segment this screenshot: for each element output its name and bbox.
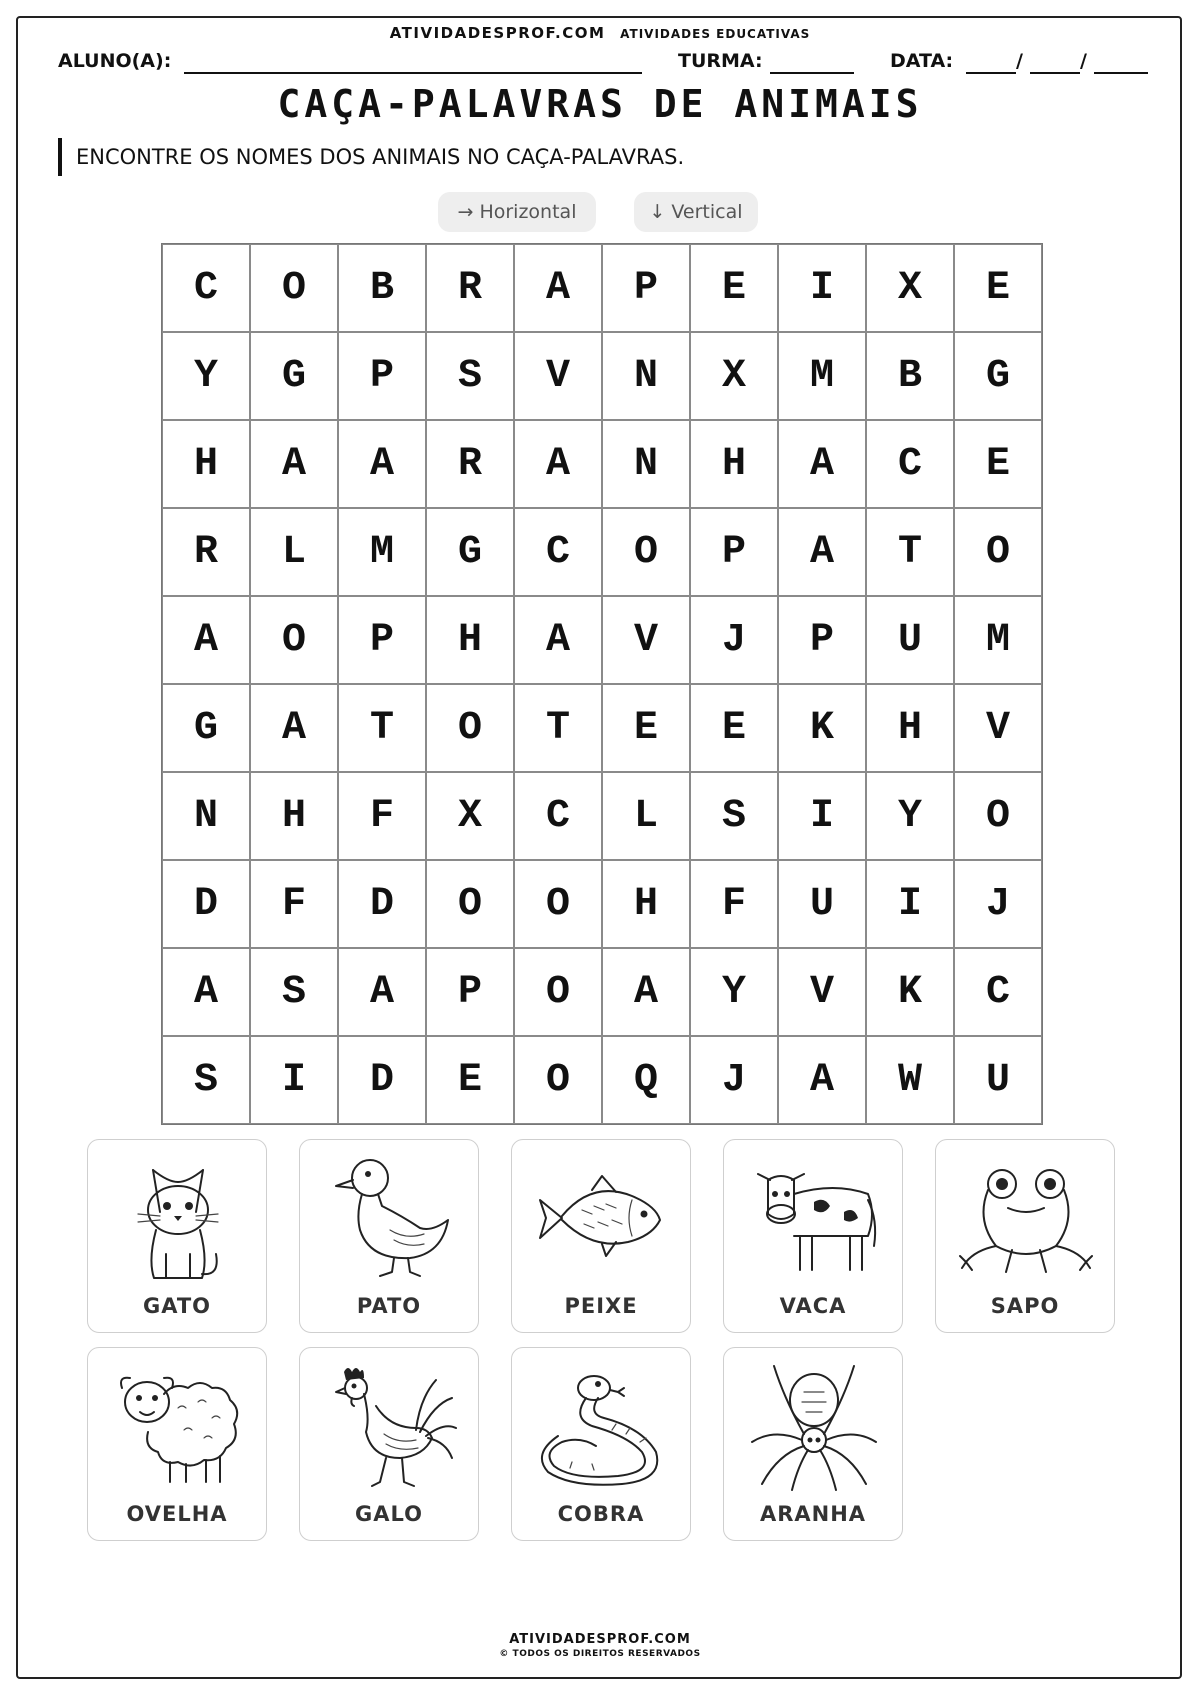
grid-cell[interactable]: U xyxy=(954,1036,1042,1124)
grid-cell[interactable]: E xyxy=(602,684,690,772)
animal-card-pato xyxy=(299,1139,479,1333)
grid-cell[interactable]: G xyxy=(250,332,338,420)
site-tagline: ATIVIDADES EDUCATIVAS xyxy=(620,27,811,41)
grid-cell[interactable]: A xyxy=(778,1036,866,1124)
animal-label: SAPO xyxy=(990,1294,1060,1318)
animal-card-cobra xyxy=(511,1347,691,1541)
grid-cell[interactable]: O xyxy=(954,772,1042,860)
animal-label: GALO xyxy=(355,1502,423,1526)
grid-cell[interactable]: E xyxy=(954,244,1042,332)
grid-cell[interactable]: S xyxy=(690,772,778,860)
class-line[interactable] xyxy=(770,72,854,74)
grid-cell[interactable]: O xyxy=(514,860,602,948)
grid-cell[interactable]: F xyxy=(338,772,426,860)
grid-cell[interactable]: U xyxy=(866,596,954,684)
student-name-line[interactable] xyxy=(184,72,642,74)
grid-cell[interactable]: X xyxy=(866,244,954,332)
spider-icon xyxy=(744,1358,884,1492)
footer-copyright: © TODOS OS DIREITOS RESERVADOS xyxy=(499,1649,701,1659)
grid-cell[interactable]: O xyxy=(426,860,514,948)
fish-icon xyxy=(532,1150,672,1284)
grid-cell[interactable]: P xyxy=(426,948,514,1036)
site-header xyxy=(0,24,1200,42)
animal-card-vaca xyxy=(723,1139,903,1333)
grid-cell[interactable]: C xyxy=(954,948,1042,1036)
direction-horizontal-badge: → Horizontal xyxy=(438,192,596,232)
grid-cell[interactable]: W xyxy=(866,1036,954,1124)
grid-cell[interactable]: A xyxy=(162,948,250,1036)
animal-card-gato xyxy=(87,1139,267,1333)
grid-cell[interactable]: E xyxy=(690,684,778,772)
animal-label: OVELHA xyxy=(126,1502,228,1526)
animal-label: PATO xyxy=(356,1294,422,1318)
animal-label: VACA xyxy=(779,1294,847,1318)
grid-cell[interactable]: L xyxy=(602,772,690,860)
grid-cell[interactable]: X xyxy=(690,332,778,420)
grid-cell[interactable]: C xyxy=(514,772,602,860)
rooster-icon xyxy=(320,1358,460,1492)
animal-label: GATO xyxy=(142,1294,212,1318)
sheep-icon xyxy=(108,1358,248,1492)
date-year-line[interactable] xyxy=(1094,72,1148,74)
grid-cell[interactable]: A xyxy=(338,420,426,508)
grid-cell[interactable]: P xyxy=(338,332,426,420)
grid-cell[interactable]: J xyxy=(954,860,1042,948)
grid-cell[interactable]: D xyxy=(162,860,250,948)
grid-cell[interactable]: K xyxy=(778,684,866,772)
class-label: TURMA: xyxy=(678,50,763,72)
grid-cell[interactable]: E xyxy=(690,244,778,332)
snake-icon xyxy=(532,1358,672,1492)
grid-cell[interactable]: V xyxy=(778,948,866,1036)
grid-cell[interactable]: G xyxy=(954,332,1042,420)
site-name: ATIVIDADESPROF.COM xyxy=(389,24,606,42)
animal-card-ovelha xyxy=(87,1347,267,1541)
grid-cell[interactable]: O xyxy=(426,684,514,772)
grid-cell[interactable]: I xyxy=(778,244,866,332)
grid-cell[interactable]: N xyxy=(602,332,690,420)
date-month-line[interactable] xyxy=(1030,72,1080,74)
grid-cell[interactable]: U xyxy=(778,860,866,948)
grid-cell[interactable]: K xyxy=(866,948,954,1036)
grid-cell[interactable]: R xyxy=(426,244,514,332)
word-search-grid xyxy=(161,243,1043,1125)
grid-cell[interactable]: H xyxy=(162,420,250,508)
grid-cell[interactable]: E xyxy=(426,1036,514,1124)
grid-cell[interactable]: P xyxy=(338,596,426,684)
grid-cell[interactable]: A xyxy=(778,508,866,596)
grid-cell[interactable]: G xyxy=(162,684,250,772)
grid-cell[interactable]: J xyxy=(690,596,778,684)
grid-cell[interactable]: C xyxy=(866,420,954,508)
animal-card-aranha xyxy=(723,1347,903,1541)
grid-cell[interactable]: N xyxy=(162,772,250,860)
grid-cell[interactable]: T xyxy=(338,684,426,772)
grid-cell[interactable]: B xyxy=(338,244,426,332)
grid-cell[interactable]: H xyxy=(250,772,338,860)
grid-cell[interactable]: T xyxy=(866,508,954,596)
grid-cell[interactable]: I xyxy=(866,860,954,948)
grid-cell[interactable]: S xyxy=(250,948,338,1036)
cat-icon xyxy=(108,1150,248,1284)
grid-cell[interactable]: O xyxy=(514,948,602,1036)
date-label: DATA: xyxy=(890,50,954,72)
frog-icon xyxy=(956,1150,1096,1284)
grid-cell[interactable]: R xyxy=(162,508,250,596)
grid-cell[interactable]: R xyxy=(426,420,514,508)
grid-cell[interactable]: A xyxy=(338,948,426,1036)
grid-cell[interactable]: Y xyxy=(690,948,778,1036)
grid-cell[interactable]: C xyxy=(162,244,250,332)
grid-cell[interactable]: Y xyxy=(866,772,954,860)
grid-cell[interactable]: P xyxy=(778,596,866,684)
cow-icon xyxy=(744,1150,884,1284)
grid-cell[interactable]: A xyxy=(514,420,602,508)
grid-cell[interactable]: A xyxy=(162,596,250,684)
grid-cell[interactable]: E xyxy=(954,420,1042,508)
grid-cell[interactable]: A xyxy=(250,684,338,772)
footer-site: ATIVIDADESPROF.COM xyxy=(509,1632,691,1647)
grid-cell[interactable]: X xyxy=(426,772,514,860)
page-title: CAÇA-PALAVRAS DE ANIMAIS xyxy=(277,82,923,126)
grid-cell[interactable]: A xyxy=(602,948,690,1036)
grid-cell[interactable]: A xyxy=(778,420,866,508)
animal-card-peixe xyxy=(511,1139,691,1333)
grid-cell[interactable]: T xyxy=(514,684,602,772)
grid-cell[interactable]: V xyxy=(954,684,1042,772)
grid-cell[interactable]: A xyxy=(250,420,338,508)
grid-cell[interactable]: Y xyxy=(162,332,250,420)
date-separator: / xyxy=(1080,50,1087,72)
animal-card-sapo xyxy=(935,1139,1115,1333)
grid-cell[interactable]: A xyxy=(514,596,602,684)
grid-cell[interactable]: J xyxy=(690,1036,778,1124)
student-label: ALUNO(A): xyxy=(58,50,172,72)
grid-cell[interactable]: H xyxy=(602,860,690,948)
grid-cell[interactable]: O xyxy=(250,244,338,332)
instruction-text: ENCONTRE OS NOMES DOS ANIMAIS NO CAÇA-PALAVRAS. xyxy=(58,138,684,176)
grid-cell[interactable]: L xyxy=(250,508,338,596)
grid-cell[interactable]: A xyxy=(514,244,602,332)
grid-cell[interactable]: S xyxy=(426,332,514,420)
grid-cell[interactable]: P xyxy=(602,244,690,332)
grid-cell[interactable]: H xyxy=(426,596,514,684)
grid-cell[interactable]: H xyxy=(690,420,778,508)
grid-cell[interactable]: O xyxy=(250,596,338,684)
grid-cell[interactable]: O xyxy=(602,508,690,596)
grid-cell[interactable]: B xyxy=(866,332,954,420)
animal-label: COBRA xyxy=(557,1502,645,1526)
grid-cell[interactable]: F xyxy=(250,860,338,948)
duck-icon xyxy=(320,1150,460,1284)
grid-cell[interactable]: O xyxy=(514,1036,602,1124)
animal-card-galo xyxy=(299,1347,479,1541)
grid-cell[interactable]: M xyxy=(954,596,1042,684)
grid-cell[interactable]: V xyxy=(602,596,690,684)
grid-cell[interactable]: N xyxy=(602,420,690,508)
date-day-line[interactable] xyxy=(966,72,1016,74)
grid-cell[interactable]: M xyxy=(338,508,426,596)
grid-cell[interactable]: S xyxy=(162,1036,250,1124)
student-info-fields xyxy=(58,50,1148,80)
grid-cell[interactable]: O xyxy=(954,508,1042,596)
grid-cell[interactable]: Q xyxy=(602,1036,690,1124)
animal-label: ARANHA xyxy=(759,1502,867,1526)
grid-cell[interactable]: D xyxy=(338,860,426,948)
direction-vertical-badge: ↓ Vertical xyxy=(634,192,758,232)
animal-label: PEIXE xyxy=(564,1294,638,1318)
date-separator: / xyxy=(1016,50,1023,72)
grid-cell[interactable]: C xyxy=(514,508,602,596)
grid-cell[interactable]: V xyxy=(514,332,602,420)
grid-cell[interactable]: D xyxy=(338,1036,426,1124)
grid-cell[interactable]: M xyxy=(778,332,866,420)
page-footer xyxy=(0,1632,1200,1659)
grid-cell[interactable]: P xyxy=(690,508,778,596)
grid-cell[interactable]: F xyxy=(690,860,778,948)
grid-cell[interactable]: G xyxy=(426,508,514,596)
grid-cell[interactable]: I xyxy=(778,772,866,860)
grid-cell[interactable]: I xyxy=(250,1036,338,1124)
grid-cell[interactable]: H xyxy=(866,684,954,772)
